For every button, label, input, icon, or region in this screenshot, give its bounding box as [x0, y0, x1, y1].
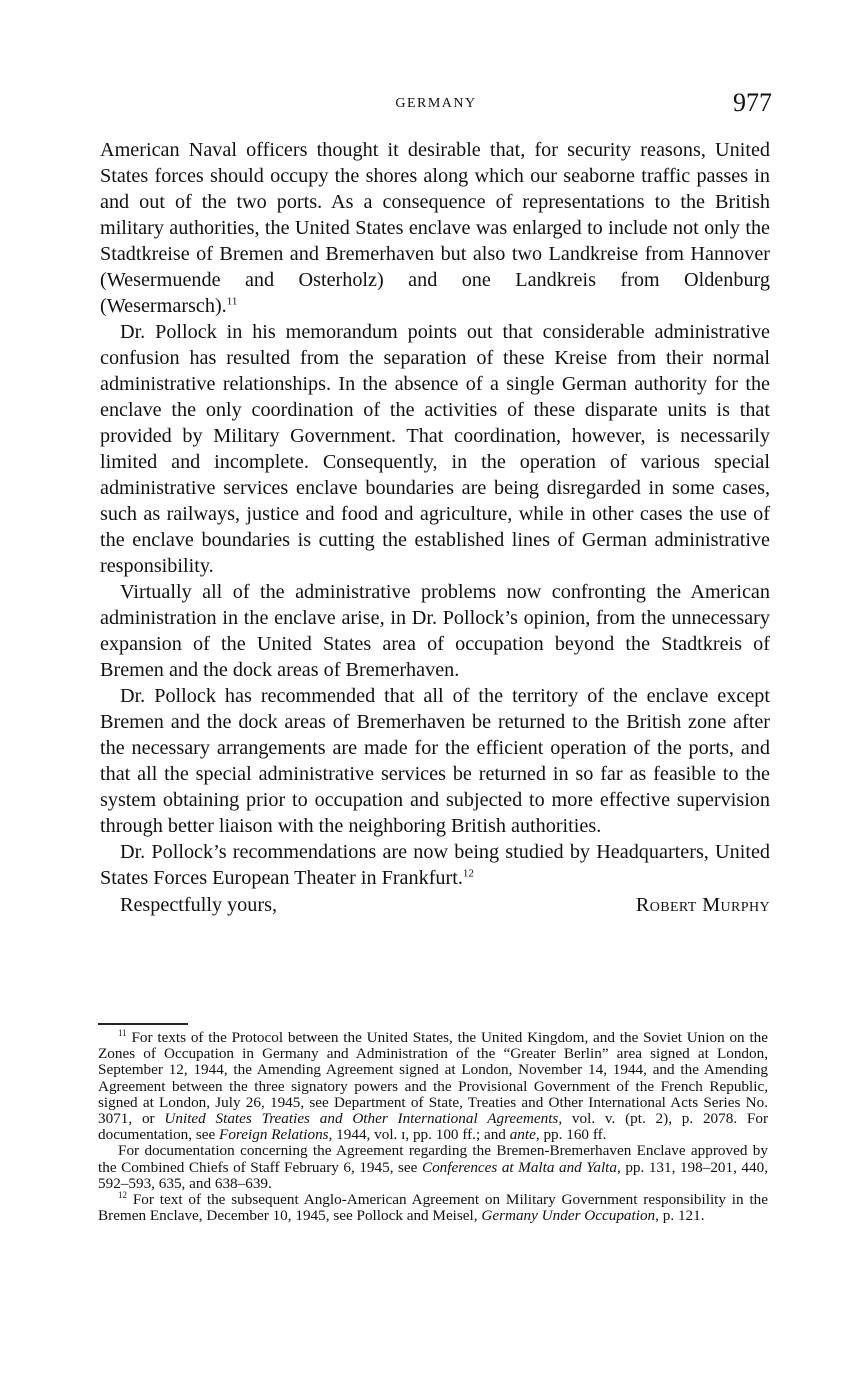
paragraph-4: Dr. Pollock has recommended that all of the territory of the enclave except Bremen and the dock areas of Bremerhaven be returned to the British zone after the necessary arrangements are made for the efficient operation of the ports, and that all the special administrative services be returned in so far as feasible to the system obtaining prior to occupation and subjected to more effective supervision through better liaison with the neighboring British authorities. [100, 685, 770, 837]
signer: Robert Murphy [635, 894, 770, 916]
footnote-ref-12: 12 [462, 867, 474, 880]
footnote-12: $^{12}$ For text of the subsequent Anglo-American Agreement on Military Government responsibility in the Bremen Enclave, December 10, 1945, see Pollock and Meisel, Germany Under Occupation, p. 121. [98, 1189, 769, 1225]
paragraph-3: Virtually all of the administrative problems now confronting the American administration in the enclave arise, in Dr. Pollock’s opinion, from the unnecessary expansion of the United States area of occupation beyond the Stadtkreis of Bremen and the dock areas of Bremerhaven. [100, 581, 770, 681]
footnote-11-continued: For documentation concerning the Agreement regarding the Bremen-Bremerhaven Enclave approved by the Combined Chiefs of Staff February 6, 1945, see Conferences at Malta and Yalta, pp. 131, 198–201, 440, 592–593, 635, and 638–639. [98, 1142, 768, 1192]
signoff [100, 892, 770, 918]
paragraph-2: Dr. Pollock in his memorandum points out that considerable administrative confusion has resulted from the separation of these Kreise from their normal administrative relationships. In the absence of a single German authority for the enclave the only coordination of the activities of these disparate units is that provided by Military Government. That coordination, however, is necessarily limited and incomplete. Consequently, in the operation of various special administrative services enclave boundaries are being disregarded in some cases, such as railways, justice and food and agriculture, while in other cases the use of the enclave boundaries is cutting the established lines of German administrative responsibility. [100, 321, 770, 577]
page-number: 977 [733, 88, 772, 117]
footnote-rule [98, 1023, 188, 1025]
paragraph-5: Dr. Pollock’s recommendations are now being studied by Headquarters, United States Forces European Theater in Frankfurt.$^{12}$ [100, 841, 770, 889]
page-header [100, 88, 772, 128]
footnote-ref-11: 11 [226, 295, 238, 308]
body-text [100, 137, 770, 918]
running-head: GERMANY [395, 96, 477, 111]
closing: Respectfully yours, [120, 894, 277, 916]
footnotes [98, 1027, 769, 1225]
footnote-11: $^{11}$ For texts of the Protocol between the United States, the United Kingdom, and the Soviet Union on the Zones of Occupation in Germany and Administration of the “Greater Berlin” area signed at London, September 12, 1944, the Amending Agreement signed at London, November 14, 1944, and the Amending Agreement between the three signatory powers and the Provisional Government of the French Republic, signed at London, July 26, 1945, see Department of State, Treaties and Other International Acts Series No. 3071, or United States Treaties and Other International Agreements, vol. v. (pt. 2), p. 2078. For documentation, see Foreign Relations, 1944, vol. ɪ, pp. 100 ff.; and ante, pp. 160 ff. [98, 1027, 768, 1144]
paragraph-1: American Naval officers thought it desirable that, for security reasons, United States forces should occupy the shores along which our seaborne traffic passes in and out of the two ports. As a consequence of representations to the British military authorities, the United States enclave was enlarged to include not only the Stadtkreise of Bremen and Bremerhaven but also two Landkreise from Hannover (Wesermuende and Osterholz) and one Landkreis from Oldenburg (Wesermarsch).$^{11}$ [100, 139, 770, 317]
